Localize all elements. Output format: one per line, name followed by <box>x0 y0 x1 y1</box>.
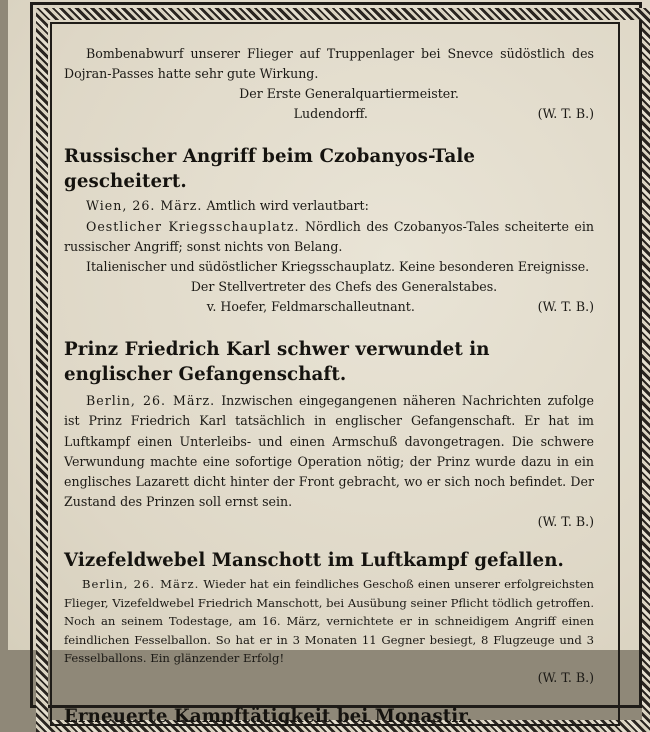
section-paragraph <box>64 217 594 257</box>
article-body: Bombenabwurf unserer Flieger auf Truppenlager bei Snevce südöstlich des Dojran-Passes hatte sehr gute Wirkung. <box>64 46 594 82</box>
article-headline: Erneuerte Kampftätigkeit bei Monastir. <box>64 705 473 727</box>
source-attribution: (W. T. B.) <box>537 106 594 122</box>
article-headline: Prinz Friedrich Karl schwer verwundet in englischer Gefangenschaft. <box>64 339 490 386</box>
section-label: Oestlicher Kriegsschauplatz. <box>86 218 300 234</box>
section-label: Italienischer und südöstlicher Kriegsschauplatz. <box>86 259 395 275</box>
article-body <box>64 391 594 512</box>
dateline: Berlin, 26. März. <box>82 577 200 592</box>
source-attribution: (W. T. B.) <box>537 299 594 315</box>
dateline: Wien, 26. März. <box>86 198 203 214</box>
article-headline: Vizefeldwebel Manschott im Luftkampf gefallen. <box>64 550 564 572</box>
page-content <box>64 44 594 729</box>
section-text: Nördlich des Czobanyos-Tales scheiterte ein russischer Angriff; sonst nichts von Belang. <box>64 218 595 254</box>
signature-name: Ludendorff. <box>293 106 368 122</box>
body-text: Inzwischen eingegangenen näheren Nachrichten zufolge ist Prinz Friedrich Karl tatsächlich in englischer Gefangenschaft. Er hat im Luftkampf einen Unterleibs- und einen Armschuß davongetragen. Die schwere Verwundung machte eine sofortige Operation nötig; der Prinz wurde dazu in ein englisches Lazarett dicht hinter der Front gebracht, wo er sich noch befindet. Der Zustand des Prinzen soll ernst sein. <box>64 393 594 510</box>
signature-title: Der Stellvertreter des Chefs des Generalstabes. <box>190 279 498 295</box>
article-russian-attack <box>64 144 594 317</box>
section-text: Keine besonderen Ereignisse. <box>399 259 590 275</box>
body-text: Wieder hat ein feindliches Geschoß einen unserer erfolgreichsten Flieger, Vizefeldwebel Friedrich Manschott, bei Ausübung seiner Pflicht tödlich getroffen. Noch an seinem Todestage, am 16. März, vernichtete er in schneidigem Angriff einen feindlichen Fesselballon. So hat er in 3 Monaten 11 Gegner besiegt, 8 Flugzeuge und 3 Fesselballons. Ein glänzender Erfolg! <box>64 577 594 666</box>
article-headline: Russischer Angriff beim Czobanyos-Tale gescheitert. <box>64 146 476 193</box>
article-body <box>64 196 594 216</box>
book-page <box>8 0 650 727</box>
source-attribution: (W. T. B.) <box>537 669 594 685</box>
article-body <box>64 575 594 668</box>
signature-line <box>64 297 594 317</box>
article-monastir <box>64 704 594 729</box>
source-attribution: (W. T. B.) <box>537 514 594 530</box>
article-manschott-killed <box>64 548 594 688</box>
section-paragraph <box>64 257 594 277</box>
signature-line <box>64 104 594 124</box>
signature-title: Der Erste Generalquartiermeister. <box>239 86 459 102</box>
intro-text: Amtlich wird verlautbart: <box>206 198 369 214</box>
article-bombing-report <box>64 44 594 124</box>
signature-name: v. Hoefer, Feldmarschalleutnant. <box>206 299 415 315</box>
article-prince-wounded <box>64 337 594 532</box>
dateline: Berlin, 26. März. <box>86 393 216 409</box>
